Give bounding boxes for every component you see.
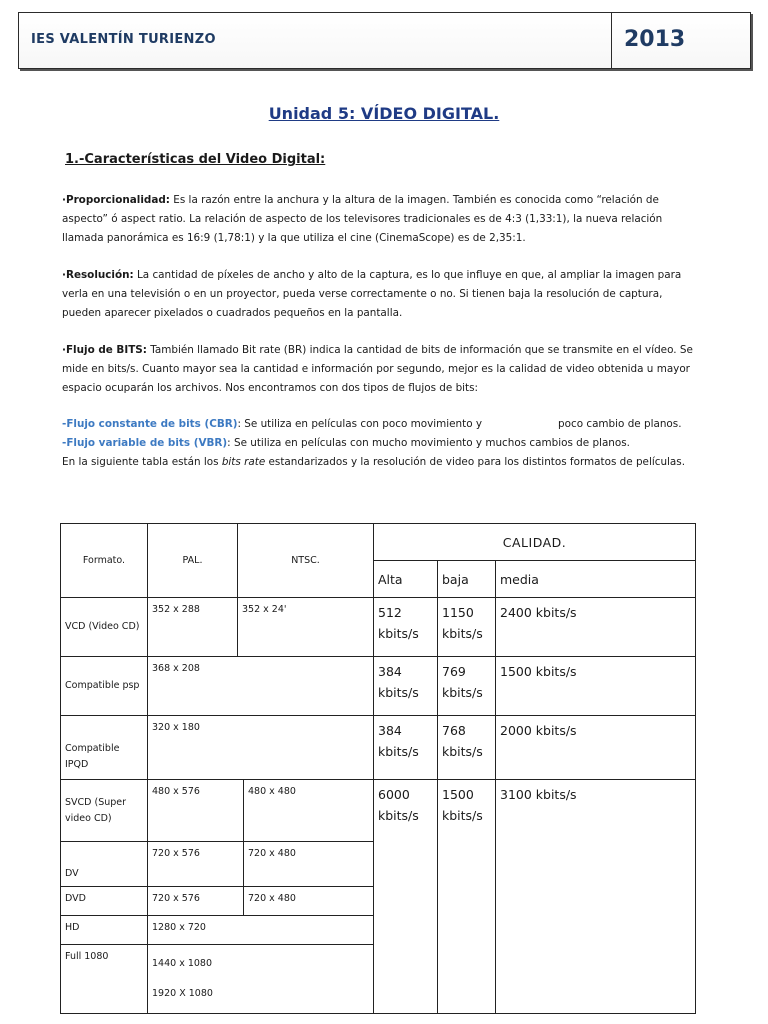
ntsc-resolution: 480 x 480 bbox=[244, 780, 374, 842]
quality-baja: 768 kbits/s bbox=[438, 716, 496, 780]
paragraph-text: La cantidad de píxeles de ancho y alto de la captura, es lo que influye en que, al ampliar la imagen para verla en una televisión o en un proyector, pueda verse correctamente o no. Si tienen baja la resolución de captura, pueden aparecer pixelados o cuadrados pequeños en la pantalla. bbox=[62, 269, 682, 319]
format-name: SVCD (Super video CD) bbox=[61, 780, 148, 842]
quality-media: 2400 kbits/s bbox=[496, 598, 696, 657]
resolution-line: 1920 X 1080 bbox=[152, 988, 213, 999]
header-alta: Alta bbox=[374, 561, 438, 598]
quality-alta: 512 kbits/s bbox=[374, 598, 438, 657]
ntsc-resolution: 720 x 480 bbox=[244, 842, 374, 887]
quality-baja: 1150 kbits/s bbox=[438, 598, 496, 657]
quality-media: 2000 kbits/s bbox=[496, 716, 696, 780]
quality-baja: 1500 kbits/s bbox=[438, 780, 496, 1014]
paragraph-lead: ·Proporcionalidad: bbox=[62, 194, 170, 206]
quality-alta: 384 kbits/s bbox=[374, 657, 438, 716]
quality-alta: 384 kbits/s bbox=[374, 716, 438, 780]
resolution-line: 1440 x 1080 bbox=[152, 958, 213, 969]
header-pal: PAL. bbox=[148, 524, 238, 598]
school-name: IES VALENTÍN TURIENZO bbox=[31, 32, 216, 47]
header-ntsc: NTSC. bbox=[238, 524, 374, 598]
table-row bbox=[61, 780, 696, 842]
quality-alta: 6000 kbits/s bbox=[374, 780, 438, 1014]
header-baja: baja bbox=[438, 561, 496, 598]
header-name-cell bbox=[19, 13, 612, 68]
resolution: 1280 x 720 bbox=[148, 916, 374, 945]
pal-resolution: 720 x 576 bbox=[148, 842, 244, 887]
paragraph-lead: ·Resolución: bbox=[62, 269, 134, 281]
format-name: Compatible IPQD bbox=[61, 716, 148, 780]
flow-vbr-text: : Se utiliza en películas con mucho movimiento y muchos cambios de planos. bbox=[227, 437, 630, 449]
flow-cbr bbox=[62, 415, 702, 434]
flow-vbr-lead: -Flujo variable de bits (VBR) bbox=[62, 437, 228, 449]
paragraph-flujo bbox=[62, 341, 702, 398]
paragraph-text: También llamado Bit rate (BR) indica la cantidad de bits de información que se transmite en el vídeo. Se mide en bits/s. Cuanto mayor sea la cantidad e información por segundo, mejor es la calidad de video obtenida u mayor espacio ocuparán los archivos. Nos encontramos con dos tipos de flujos de bits: bbox=[62, 344, 693, 394]
header-calidad: CALIDAD. bbox=[374, 524, 696, 561]
pal-resolution: 720 x 576 bbox=[148, 887, 244, 916]
resolution: 320 x 180 bbox=[148, 716, 374, 780]
flow-cbr-text-end: poco cambio de planos. bbox=[558, 418, 682, 430]
paragraph-lead: ·Flujo de BITS: bbox=[62, 344, 147, 356]
header-formato: Formato. bbox=[61, 524, 148, 598]
header-year: 2013 bbox=[624, 27, 686, 52]
document-header bbox=[18, 12, 751, 69]
table-intro bbox=[62, 453, 702, 472]
ntsc-resolution: 352 x 24' bbox=[238, 598, 374, 657]
flow-cbr-lead: -Flujo constante de bits (CBR) bbox=[62, 418, 238, 430]
quality-media: 1500 kbits/s bbox=[496, 657, 696, 716]
pal-resolution: 352 x 288 bbox=[148, 598, 238, 657]
format-name: Compatible psp bbox=[61, 657, 148, 716]
resolution: 368 x 208 bbox=[148, 657, 374, 716]
table-intro-italic: bits rate bbox=[221, 456, 266, 468]
table-intro-text-end: estandarizados y la resolución de video para los distintos formatos de películas. bbox=[265, 456, 685, 468]
quality-baja: 769 kbits/s bbox=[438, 657, 496, 716]
flow-cbr-text: : Se utiliza en películas con poco movimiento y bbox=[237, 418, 483, 430]
format-name: DV bbox=[61, 842, 148, 887]
resolution bbox=[148, 945, 374, 1014]
unit-title: Unidad 5: VÍDEO DIGITAL. bbox=[268, 104, 500, 123]
table-row bbox=[61, 657, 696, 716]
quality-media: 3100 kbits/s bbox=[496, 780, 696, 1014]
format-name: Full 1080 bbox=[61, 945, 148, 1014]
pal-resolution: 480 x 576 bbox=[148, 780, 244, 842]
format-name: DVD bbox=[61, 887, 148, 916]
paragraph-resolucion bbox=[62, 266, 702, 323]
table-row bbox=[61, 716, 696, 780]
table-row bbox=[61, 598, 696, 657]
format-name: HD bbox=[61, 916, 148, 945]
paragraph-text: Es la razón entre la anchura y la altura de la imagen. También es conocida como “relación de aspecto” ó aspect ratio. La relación de aspecto de los televisores tradicionales es de 4:3 (1,33:1), la nueva relación llamada panorámica es 16:9 (1,78:1) y la que utiliza el cine (CinemaScope) es de 2,35:1. bbox=[62, 194, 663, 244]
format-name: VCD (Video CD) bbox=[61, 598, 148, 657]
header-media: media bbox=[496, 561, 696, 598]
paragraph-proporcionalidad bbox=[62, 191, 702, 248]
table-intro-text: En la siguiente tabla están los bbox=[62, 456, 222, 468]
formats-table bbox=[60, 523, 696, 1014]
section-heading: 1.-Características del Video Digital: bbox=[65, 152, 326, 167]
flow-vbr bbox=[62, 434, 702, 453]
ntsc-resolution: 720 x 480 bbox=[244, 887, 374, 916]
